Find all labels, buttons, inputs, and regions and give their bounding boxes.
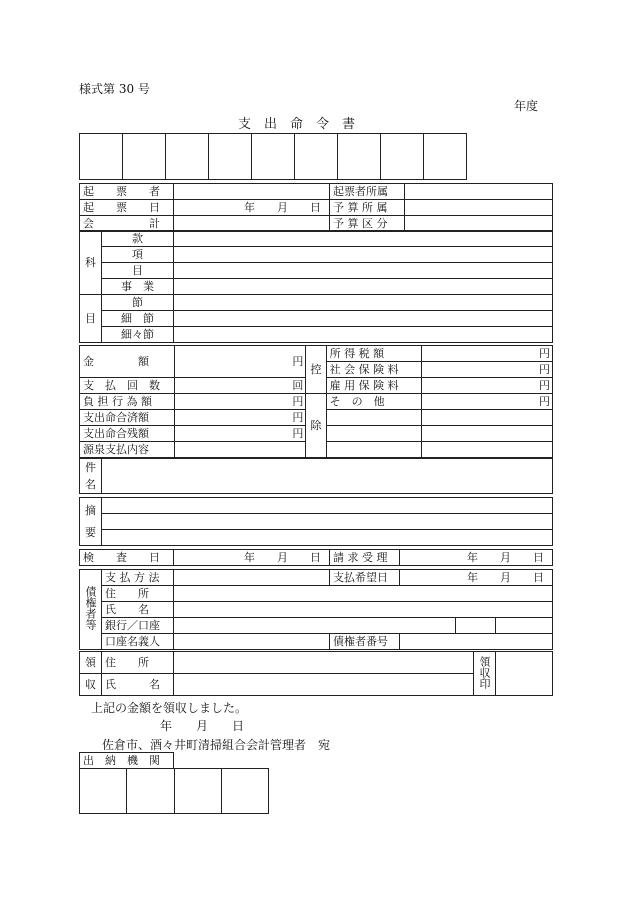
approval-stamp-row [79,133,467,180]
deduction-label-bottom: 除 [306,394,326,458]
subject-matter-label-bottom: 名 [85,478,96,491]
deduction-field[interactable] [421,362,538,378]
subject-row-field[interactable] [174,279,553,295]
subject-matter-field[interactable] [102,459,553,494]
creditor-table [79,569,553,650]
account-holder-field[interactable] [174,634,330,650]
subject-row-field[interactable] [174,311,553,327]
deduction-unit: 円 [538,378,552,394]
originator-person-field[interactable] [174,184,330,200]
subject-row-label: 款 [102,231,174,247]
deduction-field[interactable] [421,378,538,394]
stamp-box[interactable] [295,134,338,180]
stamp-box[interactable] [123,134,166,180]
budget-dept-field[interactable] [405,200,553,216]
amount-label: 負 担 行 為 額 [80,394,175,410]
stamp-box[interactable] [338,134,381,180]
creditor-address-field[interactable] [174,586,553,602]
summary-label [80,498,102,546]
originator-dept-label: 起票者所属 [330,184,405,200]
deduction-label-top: 控 [306,346,326,394]
amount-label: 支出命合済額 [80,410,175,426]
stamp-box[interactable] [80,134,123,180]
inspection-label: 検 査 日 [80,550,174,566]
bank-account-label: 銀行／口座 [102,618,174,634]
receipt-date: 年 月 日 [160,719,245,733]
deduction-extra-label[interactable] [326,410,421,426]
deduction-unit: 円 [538,362,552,378]
stamp-box[interactable] [166,134,209,180]
subject-row-field[interactable] [174,247,553,263]
deduction-label: そ の 他 [326,394,421,410]
amount-unit: 円 [292,410,306,426]
inspection-date-field[interactable]: 年 月 日 [174,550,330,566]
amount-field[interactable] [175,410,292,426]
deduction-extra-label[interactable] [326,442,421,458]
subject-matter-table [79,458,553,494]
summary-label-bottom: 要 [85,525,96,539]
subject-row-field[interactable] [174,295,553,311]
receipt-name-field[interactable] [174,674,474,696]
originator-dept-field[interactable] [405,184,553,200]
withholding-field[interactable] [175,442,306,458]
summary-table [79,497,553,546]
budget-class-label: 予 算 区 分 [330,216,405,232]
amount-field[interactable] [175,426,292,442]
amount-label: 支出命合残額 [80,426,175,442]
deduction-unit: 円 [538,394,552,410]
desired-date-label: 支払希望日 [330,570,400,586]
form-number: 様式第 30 号 [79,82,150,96]
bank-account-field[interactable] [174,618,456,634]
stamp-box[interactable] [252,134,295,180]
treasury-stamp-box[interactable] [174,769,221,814]
receipt-label-top: 領 [80,652,102,674]
amount-field[interactable] [175,394,292,410]
amount-field[interactable] [175,346,292,378]
subject-row-label: 目 [102,263,174,279]
summary-line[interactable] [102,514,553,530]
withholding-label: 源泉支払内容 [80,442,175,458]
deduction-label: 所 得 税 額 [326,346,421,362]
amount-unit: 円 [292,346,306,378]
bank-number-field[interactable] [496,618,553,634]
creditor-number-label: 債権者番号 [330,634,400,650]
summary-label-top: 摘 [85,503,96,517]
subject-row-field[interactable] [174,263,553,279]
treasury-header-spacer [174,753,270,769]
treasury-stamp-box[interactable] [127,769,174,814]
subject-matter-label [80,459,102,494]
stamp-box[interactable] [424,134,467,180]
amount-unit: 回 [292,378,306,394]
summary-line[interactable] [102,498,553,514]
account-label: 会 計 [80,216,174,232]
receipt-seal-box[interactable] [496,652,553,696]
deduction-label: 社 会 保 険 料 [326,362,421,378]
originator-date-field[interactable]: 年 月 日 [174,200,330,216]
fiscal-year-label: 年度 [514,99,539,113]
account-holder-label: 口座名義人 [102,634,174,650]
subject-row-field[interactable] [174,231,553,247]
subject-side-label-top: 科 [80,231,102,295]
invoice-received-date-field[interactable]: 年 月 日 [400,550,553,566]
subject-row-field[interactable] [174,327,553,343]
creditor-name-field[interactable] [174,602,553,618]
deduction-extra-field[interactable] [421,410,552,426]
payment-method-label: 支 払 方 法 [102,570,174,586]
receipt-addressee: 佐倉市、酒々井町清掃組合会計管理者 宛 [102,738,331,752]
amount-label: 支 払 回 数 [80,378,175,394]
treasury-table [79,752,269,769]
summary-line[interactable] [102,530,553,546]
bank-branch-field[interactable] [456,618,496,634]
subject-row-label: 節 [102,295,174,311]
creditor-name-label: 氏 名 [102,602,174,618]
subject-row-label: 細 節 [102,311,174,327]
deduction-extra-field[interactable] [421,442,552,458]
amount-unit: 円 [292,426,306,442]
originator-date-label: 起 票 日 [80,200,174,216]
deduction-extra-field[interactable] [421,426,552,442]
creditor-number-field[interactable] [400,634,553,650]
deduction-field[interactable] [421,346,538,362]
originator-table [79,183,553,232]
receipt-statement: 上記の金額を領収しました。 [91,701,248,715]
creditor-side-label [80,570,102,650]
invoice-received-label: 請 求 受 理 [330,550,400,566]
treasury-stamp-box[interactable] [221,769,268,814]
subject-row-label: 項 [102,247,174,263]
deduction-extra-label[interactable] [326,426,421,442]
receipt-name-label: 氏 名 [102,674,174,696]
amount-field[interactable] [175,378,292,394]
receipt-seal-label [474,652,496,696]
subject-row-label: 事 業 [102,279,174,295]
subject-side-label-bottom: 目 [80,295,102,343]
receipt-table [79,651,553,696]
receipt-label-bottom: 収 [80,674,102,696]
desired-date-field[interactable]: 年 月 日 [400,570,553,586]
treasury-stamp-box[interactable] [80,769,127,814]
deduction-unit: 円 [538,346,552,362]
treasury-label: 出 納 機 関 [80,753,174,769]
receipt-seal-label-text: 領収印 [478,655,491,689]
subject-table [79,230,553,343]
deduction-label: 雇 用 保 険 料 [326,378,421,394]
amount-label: 金 額 [80,346,175,378]
inspection-table [79,549,553,566]
receipt-address-label: 住 所 [102,652,174,674]
payment-method-field[interactable] [174,570,330,586]
subject-matter-label-top: 件 [85,461,96,474]
page-title: 支 出 命 令 書 [238,117,356,132]
amounts-table [79,345,553,458]
originator-person-label: 起 票 者 [80,184,174,200]
stamp-box[interactable] [209,134,252,180]
treasury-stamp-row [79,768,269,814]
deduction-field[interactable] [421,394,538,410]
budget-dept-label: 予 算 所 属 [330,200,405,216]
amount-unit: 円 [292,394,306,410]
receipt-address-field[interactable] [174,652,474,674]
subject-row-label: 細々節 [102,327,174,343]
stamp-box[interactable] [381,134,424,180]
creditor-address-label: 住 所 [102,586,174,602]
creditor-side-label-text: 債権者等 [84,586,97,630]
